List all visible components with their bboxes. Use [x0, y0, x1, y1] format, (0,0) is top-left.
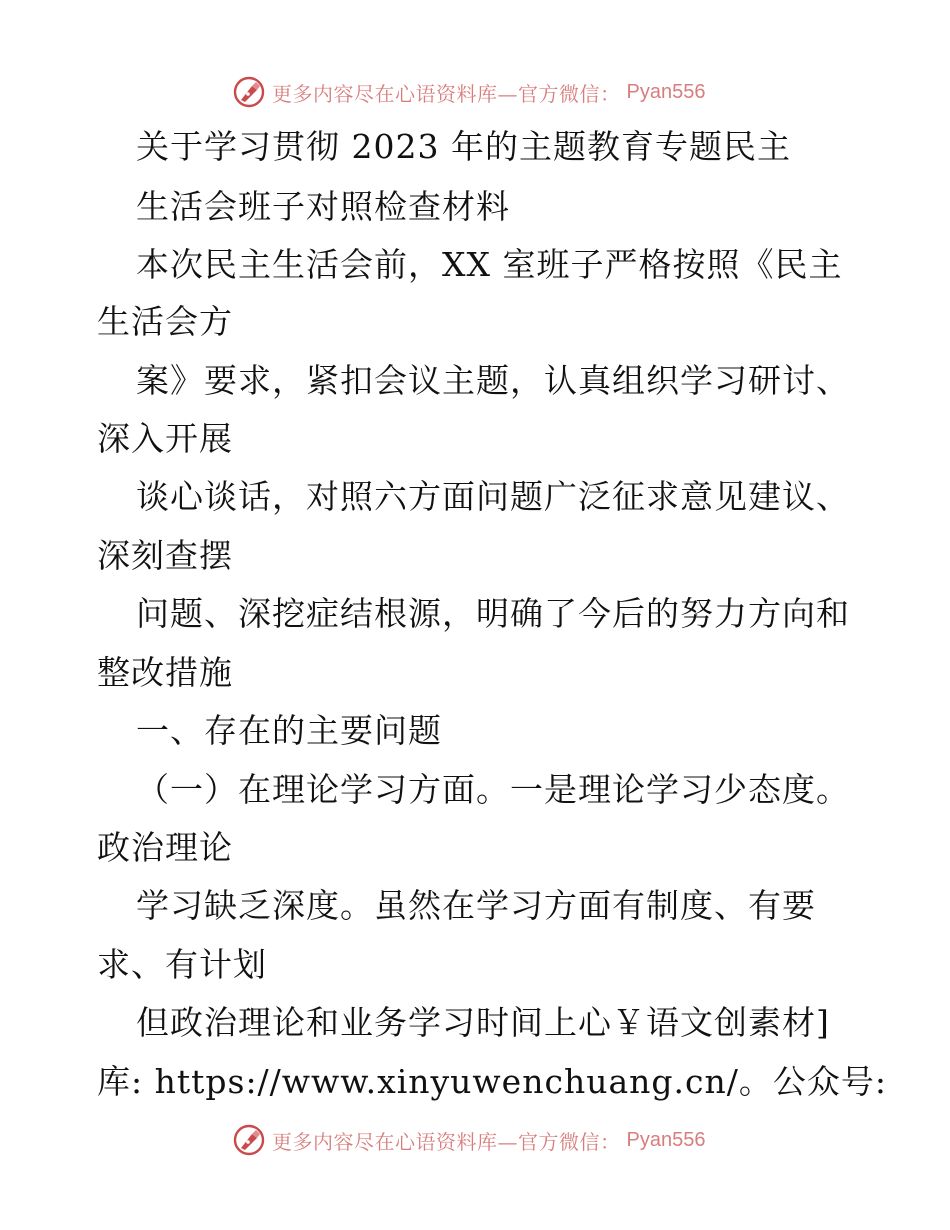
paragraph-line: 库: https://www.xinyuwenchuang.cn/。公众号: [97, 1062, 887, 1101]
section-heading: 一、存在的主要问题 [136, 711, 442, 750]
paragraph-line: 本次民主生活会前，XX 室班子严格按照《民主 [136, 245, 843, 284]
paragraph-line: 但政治理论和业务学习时间上心￥语文创素材] [136, 1003, 830, 1042]
paragraph-line: 案》要求，紧扣会议主题，认真组织学习研讨、 [136, 361, 850, 400]
pen-nib-logo-icon [232, 75, 266, 109]
header-watermark [232, 72, 705, 112]
watermark-wechat-id: Pyan556 [626, 1128, 706, 1151]
paragraph-line: 求、有计划 [97, 945, 267, 984]
paragraph-line: 问题、深挖症结根源，明确了今后的努力方向和 [136, 594, 850, 633]
watermark-wechat-id: Pyan556 [626, 80, 706, 103]
paragraph-line: 谈心谈话，对照六方面问题广泛征求意见建议、 [136, 477, 850, 516]
paragraph-line: 政治理论 [97, 828, 233, 867]
pen-nib-logo-icon [232, 1123, 266, 1157]
paragraph-line: 整改措施 [97, 653, 233, 692]
document-title-line-2: 生活会班子对照检查材料 [136, 187, 510, 226]
watermark-text: 更多内容尽在心语资料库—官方微信： [272, 1129, 621, 1154]
footer-watermark [232, 1120, 705, 1160]
paragraph-line: 深刻查摆 [97, 536, 233, 575]
paragraph-line: 学习缺乏深度。虽然在学习方面有制度、有要 [136, 886, 816, 925]
document-title-line-1: 关于学习贯彻 2023 年的主题教育专题民主 [136, 127, 791, 166]
watermark-text: 更多内容尽在心语资料库—官方微信： [272, 81, 621, 106]
paragraph-line: 深入开展 [97, 419, 233, 458]
paragraph-line: 生活会方 [97, 302, 233, 341]
paragraph-line: （一）在理论学习方面。一是理论学习少态度。 [136, 770, 850, 809]
